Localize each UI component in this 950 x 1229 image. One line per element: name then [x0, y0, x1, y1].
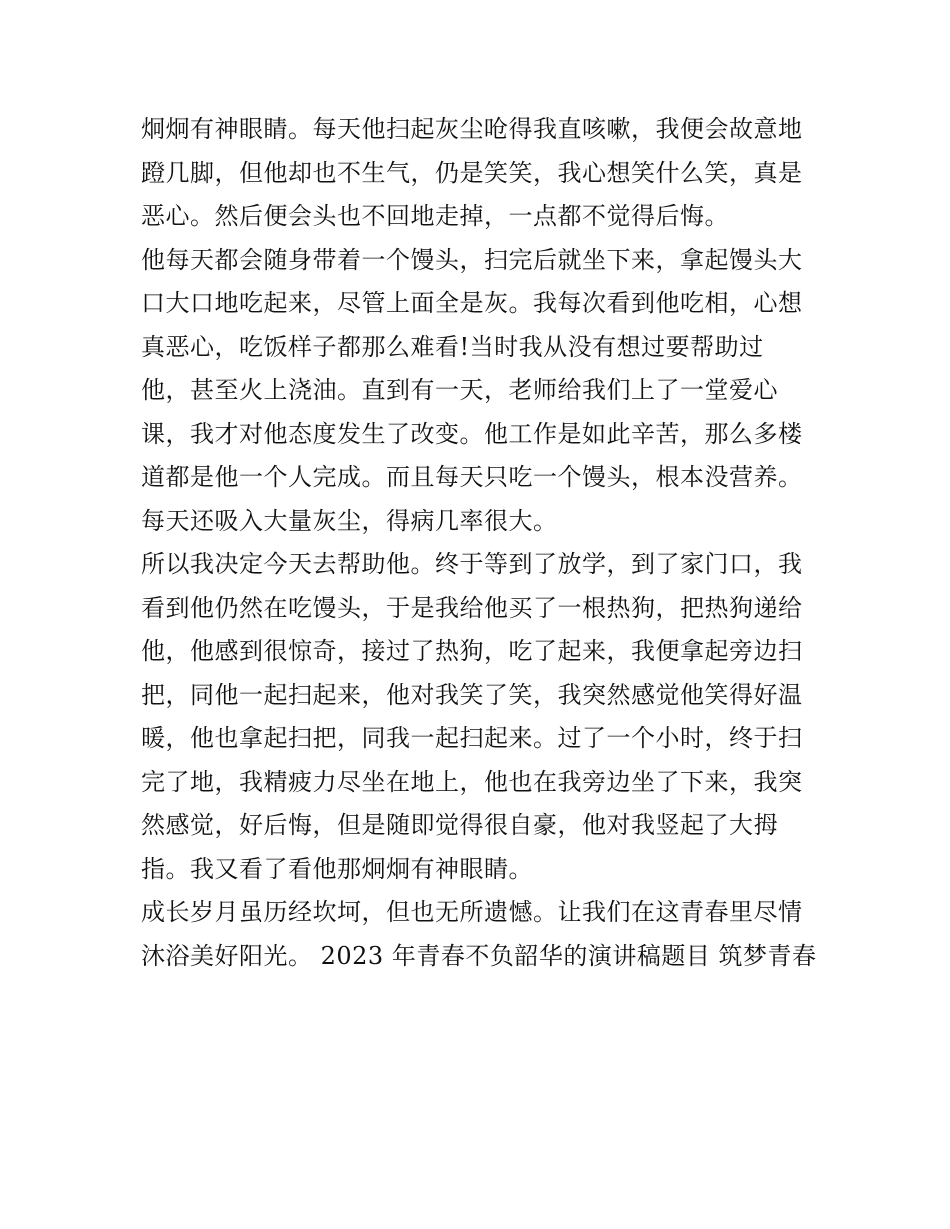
text-line-12: 看到他仍然在吃馒头，于是我给他买了一根热狗，把热狗递给 — [141, 593, 803, 622]
text-line-8: 课，我才对他态度发生了改变。他工作是如此辛苦，那么多楼 — [141, 419, 803, 448]
text-line-4: 他每天都会随身带着一个馒头，扫完后就坐下来，拿起馒头大 — [141, 245, 803, 274]
text-line-16: 完了地，我精疲力尽坐在地上，他也在我旁边坐了下来，我突 — [141, 767, 803, 796]
text-line-18: 指。我又看了看他那炯炯有神眼睛。 — [141, 854, 533, 883]
text-line-6: 真恶心，吃饭样子都那么难看!当时我从没有想过要帮助过 — [141, 332, 764, 361]
text-line-19: 成长岁月虽历经坎坷，但也无所遗憾。让我们在这青春里尽情 — [141, 898, 803, 926]
text-line-13: 他，他感到很惊奇，接过了热狗，吃了起来，我便拿起旁边扫 — [141, 637, 803, 665]
document-body — [141, 108, 831, 978]
text-line-9: 道都是他一个人完成。而且每天只吃一个馒头，根本没营养。 — [141, 463, 803, 491]
text-line-15: 暖，他也拿起扫把，同我一起扫起来。过了一个小时，终于扫 — [141, 724, 803, 752]
text-line-2: 蹬几脚，但他却也不生气，仍是笑笑，我心想笑什么笑，真是 — [141, 158, 803, 187]
text-line-17: 然感觉，好后悔，但是随即觉得很自豪，他对我竖起了大拇 — [141, 811, 778, 839]
text-line-14: 把，同他一起扫起来，他对我笑了笑，我突然感觉他笑得好温 — [141, 680, 803, 709]
text-line-10: 每天还吸入大量灰尘，得病几率很大。 — [141, 506, 558, 535]
text-line-5: 口大口地吃起来，尽管上面全是灰。我每次看到他吃相，心想 — [141, 289, 803, 317]
text-line-3: 恶心。然后便会头也不回地走掉，一点都不觉得后悔。 — [141, 202, 729, 230]
text-line-20: 沐浴美好阳光。 2023 年青春不负韶华的演讲稿题目 筑梦青春 — [141, 941, 817, 970]
text-line-7: 他，甚至火上浇油。直到有一天，老师给我们上了一堂爱心 — [141, 376, 778, 404]
text-line-11: 所以我决定今天去帮助他。终于等到了放学，到了家门口，我 — [141, 550, 803, 578]
text-line-1: 炯炯有神眼睛。每天他扫起灰尘呛得我直咳嗽，我便会故意地 — [141, 115, 803, 143]
